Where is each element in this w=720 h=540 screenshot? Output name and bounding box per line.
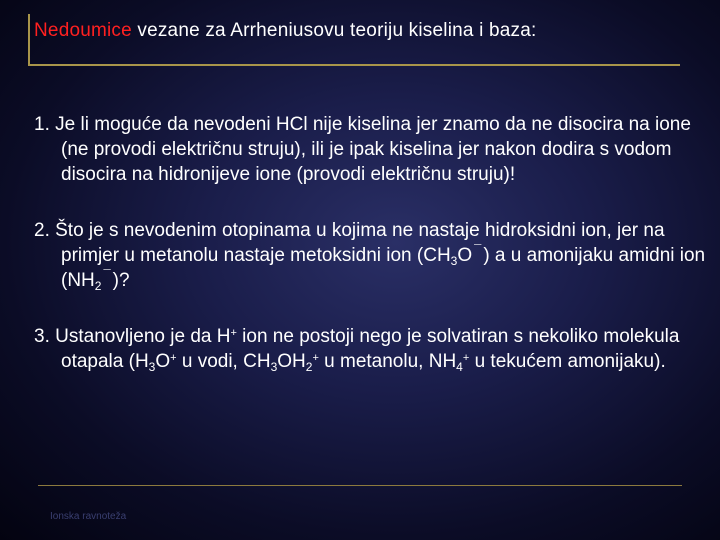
item3-text-f: u metanolu, NH [318,351,457,372]
item3-sub-3a: 3 [148,360,156,374]
item3-text-d: u vodi, CH [176,351,271,372]
item3-text-c: O [155,351,171,372]
item3-sup-4: + [462,352,470,364]
item2-text-a: 2. Što je s nevodenim otopinama u kojima ne nastaje hidroksidni ion, jer na primjer u metanolu nastaje metoksidni ion (CH [34,220,665,266]
list-item-3 [34,324,714,374]
title-frame [28,14,680,66]
item2-minus-1: ¯ [474,242,482,257]
item1-text: 1. Je li moguće da nevodeni HCl nije kiselina jer znamo da ne disocira na ione (ne provodi električnu struju), ili je ipak kiselina jer nakon dodira s vodom disocira na hidronijeve ione (provodi električnu struju)! [34,114,691,185]
item2-minus-2: ¯ [103,267,111,282]
item3-sup-1: + [230,327,237,339]
footer-text: Ionska ravnoteža [50,511,127,522]
item3-text-b: ion ne postoji nego je solvatiran s nekoliko molekula otapala (H [61,326,680,372]
item3-sub-4: 4 [456,360,463,374]
item3-sub-2: 2 [305,360,313,374]
footer-divider [38,485,682,486]
slide-title [34,20,537,42]
list-item-2 [34,218,714,293]
item3-text-g: u tekućem amonijaku). [469,351,666,372]
item2-text-c: ) a u amonijaku amidni ion (NH [61,245,706,291]
item3-sub-3b: 3 [270,360,278,374]
item2-sub-3: 3 [450,254,458,268]
title-rest: vezane za Arrheniusovu teoriju kiselina i baza: [131,20,537,41]
title-accent: Nedoumice [34,20,132,41]
item3-text-e: OH [277,351,306,372]
slide-body [34,112,714,405]
list-item-1 [34,112,714,187]
item3-text-a: 3. Ustanovljeno je da H [34,326,231,347]
item2-sub-2: 2 [94,279,102,293]
item2-text-b: O [457,245,473,266]
item2-text-d: )? [112,270,130,291]
item3-sup-3: + [312,352,319,364]
item3-sup-2: + [170,352,177,364]
